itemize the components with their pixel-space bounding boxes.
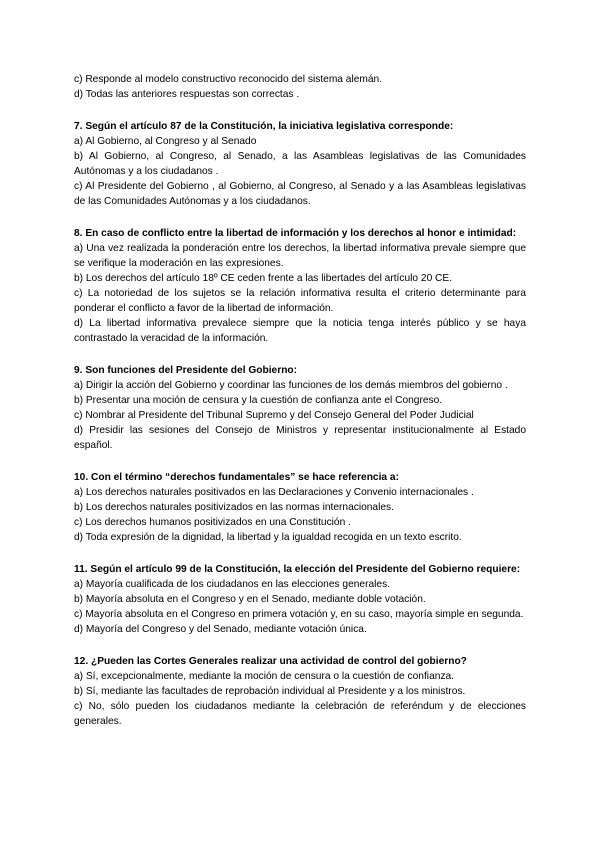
answer-option: b) Presentar una moción de censura y la cuestión de confianza ante el Congreso. <box>74 395 443 406</box>
intro-line: d) Todas las anteriores respuestas son correctas . <box>74 89 300 100</box>
answer-option: d) Mayoría del Congreso y del Senado, mediante votación única. <box>74 624 367 635</box>
question-8 <box>74 226 526 346</box>
intro-line: c) Responde al modelo constructivo reconocido del sistema alemán. <box>74 74 383 85</box>
answer-option: c) Nombrar al Presidente del Tribunal Supremo y del Consejo General del Poder Judicial <box>74 410 474 421</box>
question-9 <box>74 363 526 453</box>
question-12 <box>74 654 526 729</box>
intro-block <box>74 72 526 102</box>
question-title: 10. Con el término “derechos fundamentales” se hace referencia a: <box>74 472 399 483</box>
answer-option: c) Mayoría absoluta en el Congreso en primera votación y, en su caso, mayoría simple en segunda. <box>74 609 524 620</box>
answer-option: c) No, sólo pueden los ciudadanos mediante la celebración de referéndum y de elecciones generales. <box>74 701 526 727</box>
answer-option: c) Los derechos humanos positivizados en una Constitución . <box>74 517 351 528</box>
answer-option: a) Al Gobierno, al Congreso y al Senado <box>74 136 257 147</box>
answer-option: a) Una vez realizada la ponderación entre los derechos, la libertad informativa prevale siempre que se verifique la moderación en las expresiones. <box>74 243 526 269</box>
question-title: 9. Son funciones del Presidente del Gobierno: <box>74 365 298 376</box>
question-10 <box>74 470 526 545</box>
answer-option: a) Sí, excepcionalmente, mediante la moción de censura o la cuestión de confianza. <box>74 671 454 682</box>
question-7 <box>74 119 526 209</box>
answer-option: b) Sí, mediante las facultades de reprobación individual al Presidente y a los ministros. <box>74 686 466 697</box>
answer-option: c) Al Presidente del Gobierno , al Gobierno, al Congreso, al Senado y a las Asambleas legislativas de las Comunidades Autónomas y a los ciudadanos. <box>74 181 526 207</box>
question-title: 12. ¿Pueden las Cortes Generales realizar una actividad de control del gobierno? <box>74 656 467 667</box>
question-title: 11. Según el artículo 99 de la Constitución, la elección del Presidente del Gobierno requiere: <box>74 564 521 575</box>
answer-option: b) Los derechos naturales positivizados en las normas internacionales. <box>74 502 394 513</box>
answer-option: b) Los derechos del artículo 18º CE ceden frente a las libertades del artículo 20 CE. <box>74 273 453 284</box>
question-title: 8. En caso de conflicto entre la libertad de información y los derechos al honor e intimidad: <box>74 228 517 239</box>
answer-option: a) Mayoría cualificada de los ciudadanos en las elecciones generales. <box>74 579 391 590</box>
question-title: 7. Según el artículo 87 de la Constitución, la iniciativa legislativa corresponde: <box>74 121 454 132</box>
answer-option: a) Los derechos naturales positivados en las Declaraciones y Convenio internacionales . <box>74 487 474 498</box>
answer-option: b) Mayoría absoluta en el Congreso y en el Senado, mediante doble votación. <box>74 594 426 605</box>
answer-option: d) Presidir las sesiones del Consejo de Ministros y representar institucionalmente al Estado español. <box>74 425 526 451</box>
answer-option: c) La notoriedad de los sujetos se la relación informativa resulta el criterio determinante para ponderar el conflicto a favor de la libertad de información. <box>74 288 526 314</box>
answer-option: b) Al Gobierno, al Congreso, al Senado, a las Asambleas legislativas de las Comunidades Autónomas y a los ciudadanos . <box>74 151 526 177</box>
question-11 <box>74 562 526 637</box>
answer-option: d) La libertad informativa prevalece siempre que la noticia tenga interés público y se haya contrastado la veracidad de la información. <box>74 318 526 344</box>
answer-option: a) Dirigir la acción del Gobierno y coordinar las funciones de los demás miembros del gobierno . <box>74 380 508 391</box>
answer-option: d) Toda expresión de la dignidad, la libertad y la igualdad recogida en un texto escrito. <box>74 532 462 543</box>
